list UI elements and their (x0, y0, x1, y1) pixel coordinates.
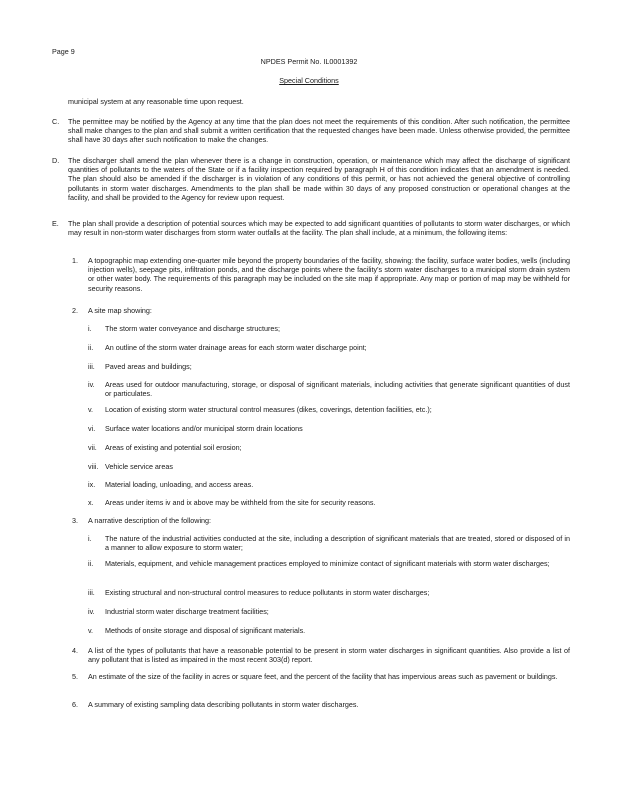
site-map-item (88, 498, 570, 507)
paragraph-label: D. (52, 156, 60, 165)
item-number: 3. (72, 516, 78, 525)
sub-item-text: Industrial storm water discharge treatment facilities; (105, 607, 269, 616)
sub-item-text: Areas under items iv and ix above may be withheld from the site for security reasons. (105, 498, 376, 507)
site-map-item (88, 324, 570, 333)
item-text: A site map showing: (88, 306, 152, 315)
item-number: 2. (72, 306, 78, 315)
sub-item-text: The nature of the industrial activities conducted at the site, including a description of significant materials that are treated, stored or disposed of in a manner to allow exposure to storm water; (105, 534, 570, 553)
roman-numeral: iv. (88, 607, 95, 616)
roman-numeral: i. (88, 324, 92, 333)
roman-numeral: iii. (88, 588, 95, 597)
site-map-item (88, 380, 570, 398)
item-number: 5. (72, 672, 78, 681)
paragraph-label: C. (52, 117, 60, 126)
narrative-item (88, 626, 570, 635)
roman-numeral: ii. (88, 559, 94, 568)
sub-item-text: Paved areas and buildings; (105, 362, 192, 371)
site-map-item (88, 343, 570, 352)
list-item-6 (52, 700, 570, 709)
roman-numeral: vi. (88, 424, 96, 433)
sub-item-text: Vehicle service areas (105, 462, 173, 471)
narrative-item (88, 559, 570, 568)
site-map-item (88, 462, 570, 471)
item-number: 1. (72, 256, 78, 265)
sub-item-text: Materials, equipment, and vehicle management practices employed to minimize contact of significant materials with storm water discharges; (105, 559, 550, 568)
paragraph-text: The discharger shall amend the plan whenever there is a change in construction, operation, or maintenance which may affect the discharge of significant quantities of pollutants to the waters of the State or if a facility inspection required by paragraph H of this condition indicates that an amendment is needed. The plan should also be amended if the discharger is in violation of any conditions of this permit, or has not achieved the general objective of controlling pollutants in storm water discharges. Amendments to the plan shall be made within 30 days of any proposed construction or operational changes at the facility, and shall be provided to the Agency for review upon request. (68, 156, 570, 202)
item-number: 6. (72, 700, 78, 709)
permit-number: NPDES Permit No. IL0001392 (260, 57, 358, 66)
sub-item-text: Existing structural and non-structural control measures to reduce pollutants in storm water discharges; (105, 588, 430, 597)
item-text: A list of the types of pollutants that have a reasonable potential to be present in storm water discharges in significant quantities. Also provide a list of any pollutant that is listed as impaired in the most recent 303(d) report. (88, 646, 570, 665)
section-title: Special Conditions (279, 76, 339, 85)
list-item-4 (52, 646, 570, 664)
paragraph-c (52, 117, 570, 145)
sub-item-text: Location of existing storm water structural control measures (dikes, coverings, detention facilities, etc.); (105, 405, 432, 414)
roman-numeral: vii. (88, 443, 97, 452)
paragraph-e (52, 219, 570, 237)
list-item-3 (52, 516, 570, 525)
paragraph-label: E. (52, 219, 59, 228)
narrative-item (88, 607, 570, 616)
item-text: A summary of existing sampling data describing pollutants in storm water discharges. (88, 700, 359, 709)
list-item-5 (52, 672, 570, 681)
roman-numeral: x. (88, 498, 94, 507)
paragraph-text: The permittee may be notified by the Agency at any time that the plan does not meet the requirements of this condition. After such notification, the permittee shall make changes to the plan and shall submit a written certification that the requested changes have been made. Unless otherwise provided, the permittee shall have 30 days after such notification to make the changes. (68, 117, 570, 145)
site-map-item (88, 443, 570, 452)
page-number: Page 9 (52, 47, 75, 56)
list-item-2 (52, 306, 570, 315)
narrative-item (88, 588, 570, 597)
continuation-text: municipal system at any reasonable time upon request. (68, 97, 244, 106)
item-number: 4. (72, 646, 78, 655)
sub-item-text: Areas used for outdoor manufacturing, storage, or disposal of significant materials, including activities that generate significant quantities of dust or particulates. (105, 380, 570, 399)
item-text: An estimate of the size of the facility in acres or square feet, and the percent of the facility that has impervious areas such as pavement or buildings. (88, 672, 558, 681)
item-text: A narrative description of the following: (88, 516, 212, 525)
narrative-item (88, 534, 570, 552)
sub-item-text: Methods of onsite storage and disposal of significant materials. (105, 626, 306, 635)
roman-numeral: iii. (88, 362, 95, 371)
sub-item-text: Material loading, unloading, and access areas. (105, 480, 254, 489)
roman-numeral: ii. (88, 343, 94, 352)
site-map-item (88, 480, 570, 489)
roman-numeral: ix. (88, 480, 96, 489)
paragraph-text: The plan shall provide a description of potential sources which may be expected to add significant quantities of pollutants to storm water discharges, or which may result in non-storm water discharges from storm water outfalls at the facility. The plan shall include, at a minimum, the following items: (68, 219, 570, 238)
sub-item-text: An outline of the storm water drainage areas for each storm water discharge point; (105, 343, 367, 352)
list-item-1 (52, 256, 570, 293)
item-text: A topographic map extending one-quarter mile beyond the property boundaries of the facility, showing: the facility, surface water bodies, wells (including injection wells), seepage pits, infiltration ponds, and the discharge points where the facility's storm water discharges to a municipal storm drain system or other water body. The requirements of this paragraph may be included on the site map if appropriate. Any map or portion of map may be withheld for security reasons. (88, 256, 570, 293)
roman-numeral: viii. (88, 462, 99, 471)
roman-numeral: i. (88, 534, 92, 543)
roman-numeral: iv. (88, 380, 95, 389)
site-map-item (88, 405, 570, 414)
roman-numeral: v. (88, 405, 94, 414)
paragraph-d (52, 156, 570, 202)
site-map-item (88, 424, 570, 433)
sub-item-text: Surface water locations and/or municipal storm drain locations (105, 424, 303, 433)
sub-item-text: The storm water conveyance and discharge structures; (105, 324, 280, 333)
roman-numeral: v. (88, 626, 94, 635)
site-map-item (88, 362, 570, 371)
sub-item-text: Areas of existing and potential soil erosion; (105, 443, 242, 452)
